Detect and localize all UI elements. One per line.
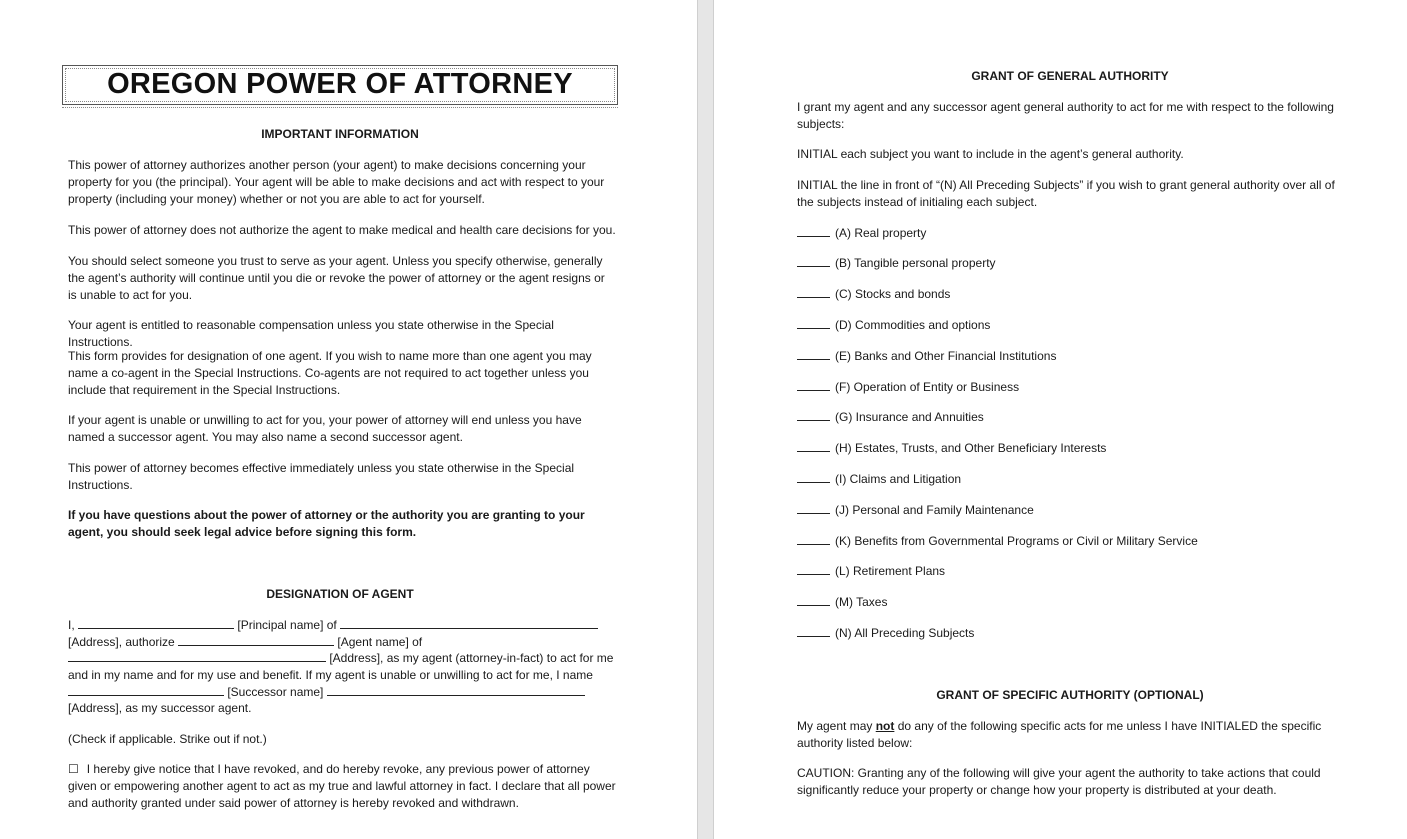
- initial-field[interactable]: [797, 626, 830, 637]
- agent-address-label: [Address], as my agent (attorney-in-fact) to act for me: [329, 651, 614, 665]
- designation-line-2: [68, 634, 628, 651]
- subject-j: [797, 503, 1034, 517]
- principal-address-field[interactable]: [340, 617, 598, 629]
- subject-label: (N) All Preceding Subjects: [835, 626, 975, 640]
- revoke-checkbox[interactable]: ☐: [68, 762, 79, 776]
- subject-label: (E) Banks and Other Financial Institutions: [835, 349, 1057, 363]
- subject-label: (F) Operation of Entity or Business: [835, 380, 1020, 394]
- subject-b: [797, 256, 996, 270]
- subject-label: (H) Estates, Trusts, and Other Beneficiary Interests: [835, 441, 1107, 455]
- principal-name-label: [Principal name] of: [237, 618, 337, 632]
- designation-heading: DESIGNATION OF AGENT: [266, 587, 414, 601]
- subject-label: (D) Commodities and options: [835, 318, 991, 332]
- subject-label: (L) Retirement Plans: [835, 564, 946, 578]
- initial-field[interactable]: [797, 256, 830, 267]
- paragraph-1: This power of attorney authorizes another person (your agent) to make decisions concerning your property for you (the principal). Your agent will be able to make decisions and act with respect to your property (including your money) whether or not you are able to act for yourself.: [68, 158, 605, 206]
- revoke-text: I hereby give notice that I have revoked, and do hereby revoke, any previous power of attorney given or empowering another agent to act as my true and lawful attorney in fact. I declare that all power and authority granted under said power of attorney is hereby revoked and withdrawn.: [68, 762, 616, 810]
- initial-field[interactable]: [797, 226, 830, 237]
- initial-all-instruction: INITIAL the line in front of “(N) All Preceding Subjects” if you wish to grant general authority over all of the subjects instead of initialing each subject.: [797, 178, 1335, 209]
- initial-field[interactable]: [797, 287, 830, 298]
- initial-each-instruction: INITIAL each subject you want to include in the agent’s general authority.: [797, 147, 1184, 161]
- initial-field[interactable]: [797, 534, 830, 545]
- initial-field[interactable]: [797, 595, 830, 606]
- paragraph-3: You should select someone you trust to serve as your agent. Unless you specify otherwise, generally the agent’s authority will continue until you die or revoke the power of attorney or the agent resigns or is unable to act for you.: [68, 254, 605, 302]
- initial-field[interactable]: [797, 441, 830, 452]
- subject-i: [797, 472, 961, 486]
- initial-field[interactable]: [797, 318, 830, 329]
- caution-paragraph: CAUTION: Granting any of the following will give your agent the authority to take actions that could significantly reduce your property or change how your property is distributed at your death.: [797, 766, 1321, 797]
- paragraph-7: This power of attorney becomes effective immediately unless you state otherwise in the Special Instructions.: [68, 461, 575, 492]
- legal-advice-notice: If you have questions about the power of attorney or the authority you are granting to your agent, you should seek legal advice before signing this form.: [68, 508, 585, 539]
- subject-d: [797, 318, 990, 332]
- revoke-paragraph: [68, 761, 616, 811]
- subject-g: [797, 410, 984, 424]
- designation-line-1: [68, 617, 628, 634]
- initial-field[interactable]: [797, 380, 830, 391]
- designation-line-3: [68, 650, 628, 667]
- address-authorize-label: [Address], authorize: [68, 635, 175, 649]
- subject-label: (K) Benefits from Governmental Programs or Civil or Military Service: [835, 534, 1198, 548]
- initial-field[interactable]: [797, 503, 830, 514]
- agent-name-label: [Agent name] of: [337, 635, 423, 649]
- important-information-heading: IMPORTANT INFORMATION: [261, 127, 419, 141]
- agent-name-field[interactable]: [178, 634, 334, 646]
- subject-n: [797, 626, 974, 640]
- agent-address-field[interactable]: [68, 650, 326, 662]
- designation-i: I,: [68, 618, 75, 632]
- page-gutter: [697, 0, 714, 839]
- subject-label: (M) Taxes: [835, 595, 888, 609]
- subject-c: [797, 287, 950, 301]
- specific-pre: My agent may: [797, 719, 873, 733]
- specific-authority-paragraph: [797, 718, 1347, 752]
- initial-field[interactable]: [797, 349, 830, 360]
- subject-l: [797, 564, 945, 578]
- general-authority-heading: GRANT OF GENERAL AUTHORITY: [971, 69, 1169, 83]
- subject-label: (J) Personal and Family Maintenance: [835, 503, 1034, 517]
- subject-label: (I) Claims and Litigation: [835, 472, 962, 486]
- principal-name-field[interactable]: [78, 617, 234, 629]
- successor-name-label: [Successor name]: [227, 685, 324, 699]
- successor-address-field[interactable]: [327, 684, 585, 696]
- subject-label: (B) Tangible personal property: [835, 256, 996, 270]
- subject-e: [797, 349, 1056, 363]
- paragraph-5: This form provides for designation of one agent. If you wish to name more than one agent you may name a co-agent in the Special Instructions. Co-agents are not required to act together unless you include that requirement in the Special Instructions.: [68, 349, 592, 397]
- specific-not: not: [875, 719, 895, 733]
- designation-line-5: [68, 684, 628, 701]
- successor-name-field[interactable]: [68, 684, 224, 696]
- initial-field[interactable]: [797, 564, 830, 575]
- subject-a: [797, 226, 926, 240]
- subject-m: [797, 595, 887, 609]
- paragraph-6: If your agent is unable or unwilling to act for you, your power of attorney will end unless you have named a successor agent. You may also name a second successor agent.: [68, 413, 582, 444]
- check-note: (Check if applicable. Strike out if not.): [68, 732, 267, 746]
- subject-h: [797, 441, 1106, 455]
- subject-f: [797, 380, 1019, 394]
- grant-intro: I grant my agent and any successor agent general authority to act for me with respect to the following subjects:: [797, 100, 1334, 131]
- subject-label: (C) Stocks and bonds: [835, 287, 951, 301]
- document-title: OREGON POWER OF ATTORNEY: [107, 68, 573, 100]
- specific-post: do any of the following specific acts for me unless I have INITIALED the specific authority listed below:: [797, 719, 1322, 750]
- paragraph-2: This power of attorney does not authorize the agent to make medical and health care decisions for you.: [68, 223, 616, 237]
- subject-label: (A) Real property: [835, 226, 927, 240]
- initial-field[interactable]: [797, 472, 830, 483]
- specific-authority-heading: GRANT OF SPECIFIC AUTHORITY (OPTIONAL): [936, 688, 1204, 702]
- designation-line-4: and in my name and for my use and benefit. If my agent is unable or unwilling to act for me, I name: [68, 668, 593, 682]
- paragraph-4: Your agent is entitled to reasonable compensation unless you state otherwise in the Special Instructions.: [68, 318, 554, 349]
- initial-field[interactable]: [797, 410, 830, 421]
- title-underline: [62, 107, 618, 108]
- subject-label: (G) Insurance and Annuities: [835, 410, 984, 424]
- subject-k: [797, 534, 1198, 548]
- designation-line-6: [Address], as my successor agent.: [68, 701, 252, 715]
